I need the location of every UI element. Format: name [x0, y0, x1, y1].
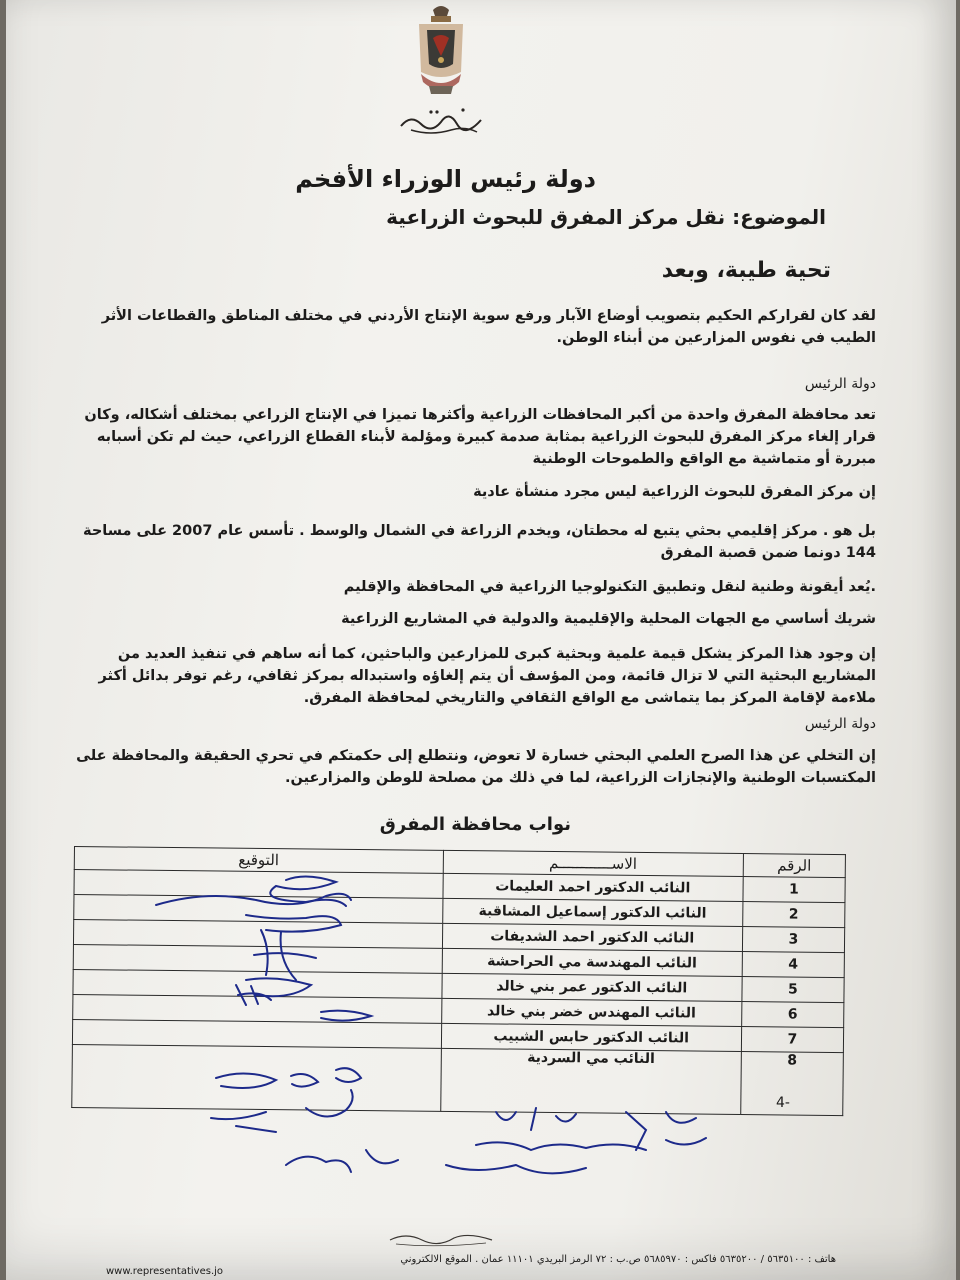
- council-name-logo: [391, 100, 491, 140]
- paragraph-center-regional: بل هو . مركز إقليمي بحثي يتبع له محطتان، ويخدم الزراعة في الشمال والوسط . تأسس عام 2007 على مساحة 144 دونما ضمن قصبة المفرق: [83, 523, 876, 561]
- row-name: النائب الدكتور عمر بني خالد: [442, 973, 742, 1001]
- row-name: النائب المهندس خضر بني خالد: [441, 998, 741, 1026]
- paragraph-closing: إن التخلي عن هذا الصرح العلمي البحثي خسارة لا تعوض، ونتطلع إلى حكمتكم في تحري الحقيقة والمحافظة على المكتسبات الوطنية والإنجازات الزراعية، لما في ذلك من مصلحة للوطن والمزارعين.: [76, 748, 876, 786]
- row-number: 2: [742, 902, 844, 928]
- row-number: 7: [741, 1026, 843, 1052]
- salutation-1: دولة الرئيس: [804, 376, 876, 392]
- row-number: 3: [742, 927, 844, 953]
- row-name: النائب المهندسة مي الحراحشة: [442, 948, 742, 976]
- paragraph-national-icon: .يُعد أيقونة وطنية لنقل وتطبيق التكنولوجيا الزراعية في المحافظة والإقليم: [343, 579, 876, 595]
- row-name: النائب الدكتور إسماعيل المشاقبة: [442, 898, 742, 926]
- letter-subject: الموضوع: نقل مركز المفرق للبحوث الزراعية: [386, 205, 826, 229]
- paragraph-center-statement: إن مركز المفرق للبحوث الزراعية ليس مجرد منشأة عادية: [473, 484, 876, 500]
- row-signature: [73, 994, 442, 1023]
- paragraph-partner: شريك أساسي مع الجهات المحلية والإقليمية والدولية في المشاريع الزراعية: [341, 611, 876, 627]
- row-signature: [73, 920, 442, 949]
- row-number: 4: [742, 952, 844, 978]
- letter-page: [6, 0, 956, 1280]
- table-row: [72, 1044, 844, 1115]
- letter-greeting: تحية طيبة، وبعد: [661, 258, 831, 283]
- row-number: 5: [742, 977, 844, 1003]
- paragraph-value: إن وجود هذا المركز يشكل قيمة علمية وبحثية كبرى للمزارعين والباحثين، كما أنه ساهم في تنفيذ العديد من المشاريع البحثية التي لا تزال قائمة، ومن المؤسف أن يتم إلغاؤه واستبداله بمركز ثقافي، رغم توفر بدائل أكثر ملاءمة لإقامة المركز بما يتماشى مع الواقع الثقافي والتاريخي لمحافظة المفرق.: [98, 646, 876, 706]
- jordan-royal-crest-icon: [411, 2, 471, 102]
- footer-brand-logo: [386, 1228, 496, 1248]
- row-number: 1: [743, 877, 845, 903]
- paragraph-intro: لقد كان لقراركم الحكيم بتصويب أوضاع الآبار ورفع سوية الإنتاج الأردني في مختلف المناطق والقطاعات الأثر الطيب في نفوس المزارعين من أبناء الوطن.: [101, 308, 876, 346]
- row-signature: [72, 1019, 441, 1048]
- row-name: النائب الدكتور حابس الشبيب: [441, 1023, 741, 1051]
- row-number: 6: [741, 1002, 843, 1028]
- extra-row-number: 4-: [776, 1095, 790, 1111]
- row-signature: [73, 969, 442, 998]
- row-number: 8: [741, 1051, 844, 1115]
- letter-addressee: دولة رئيس الوزراء الأفخم: [295, 165, 596, 193]
- row-signature: [74, 870, 443, 899]
- row-name: النائب الدكتور احمد العليمات: [443, 873, 743, 901]
- signatories-table: [71, 846, 846, 1116]
- footer-contact: هاتف : ٥٦٣٥١٠٠ / ٥٦٣٥٢٠٠ فاكس : ٥٦٨٥٩٧٠ ص.ب : ٧٢ الرمز البريدي ١١١٠١ عمان . الموقع الالكتروني: [400, 1254, 836, 1265]
- row-name: النائب مي السردية: [440, 1048, 741, 1114]
- signatories-title: نواب محافظة المفرق: [379, 814, 571, 835]
- footer-website: www.representatives.jo: [106, 1266, 224, 1277]
- column-signature: التوقيع: [74, 847, 443, 874]
- row-signature: [73, 944, 442, 973]
- paragraph-governorate: تعد محافظة المفرق واحدة من أكبر المحافظات الزراعية وأكثرها تميزا في الإنتاج الزراعي بمختلف أشكاله، وكان قرار إلغاء مركز المفرق للبحوث الزراعية بمثابة صدمة كبيرة ومؤلمة لأبناء القطاع الزراعي، حيث لم تكن أسبابه مبررة أو متماشية مع الواقع والطموحات الوطنية: [84, 407, 876, 467]
- salutation-2: دولة الرئيس: [804, 716, 876, 732]
- column-name: الاســــــــــــم: [443, 850, 743, 876]
- column-number: الرقم: [743, 854, 845, 878]
- row-signature: [74, 895, 443, 924]
- row-signature: [72, 1044, 441, 1111]
- row-name: النائب الدكتور احمد الشديفات: [442, 923, 742, 951]
